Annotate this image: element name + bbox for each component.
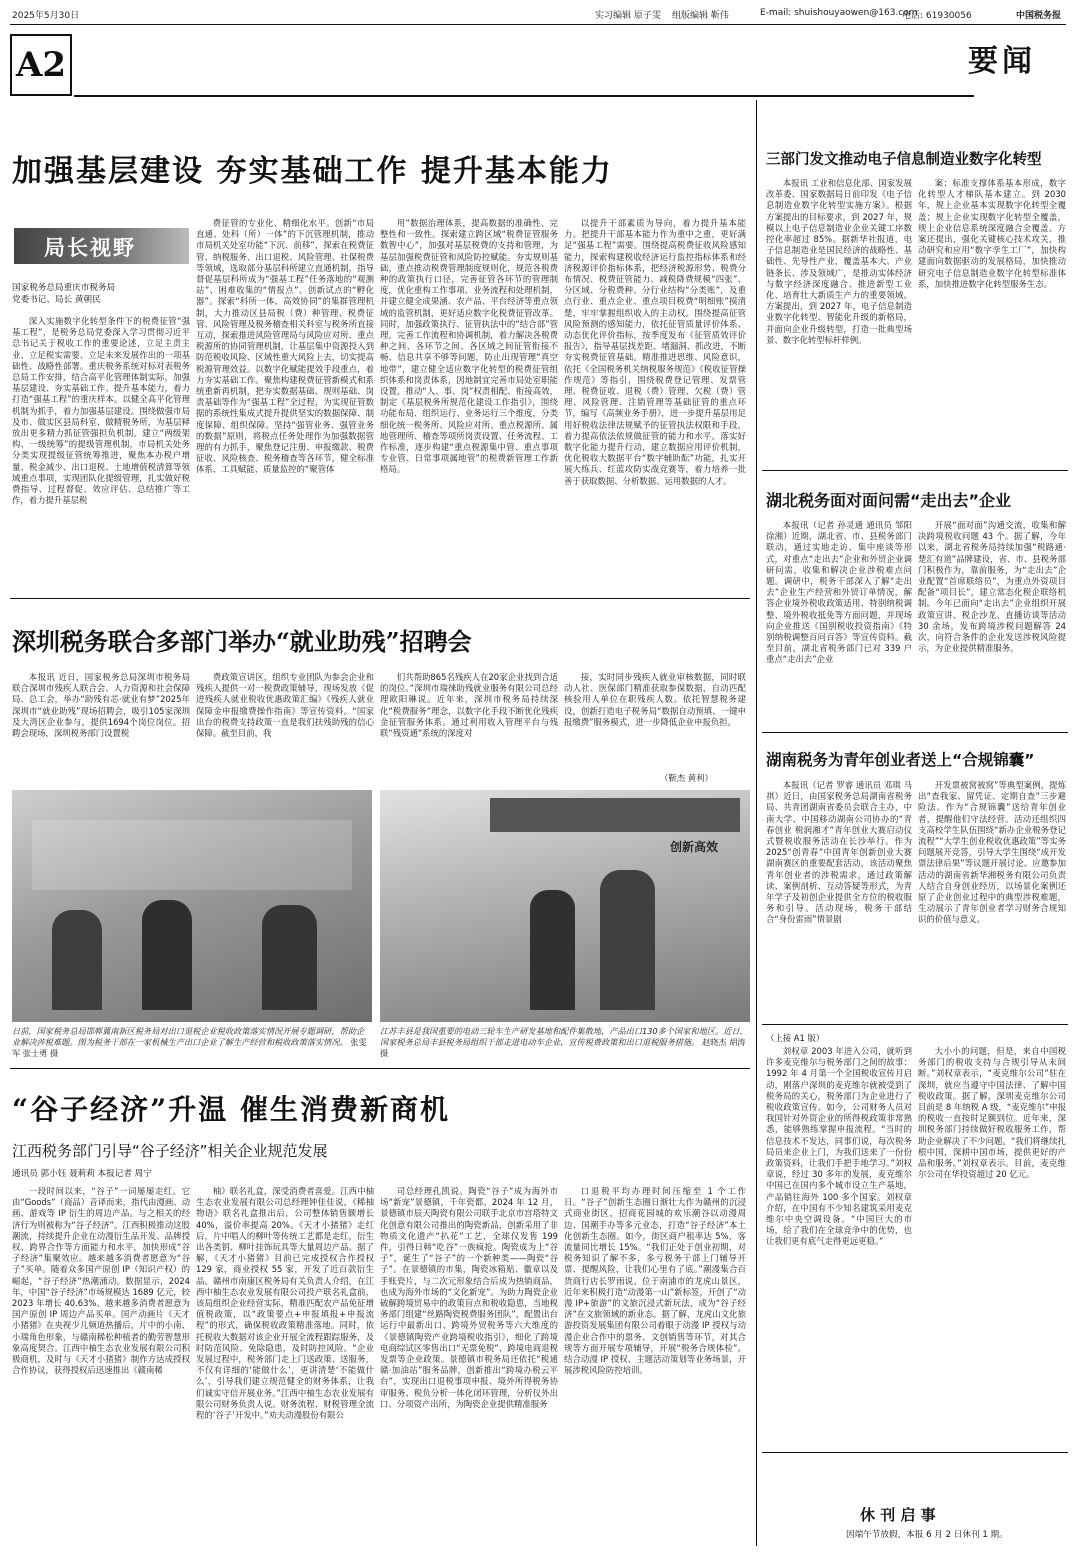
photo2-credit: 赵晓杰 胡涛 摄 bbox=[380, 1037, 746, 1058]
side3-col1: 本报讯（记者 罗睿 通讯员 邓琪 马祺）近日，由国家税务总局湖南省税务局、共青团湖南省委员会联合主办，中南大学、中国移动湖南公司协办的“青春创业 税润湘才”青年创业大赛启动仪式暨税收服务活动在长沙举行。作为 2025“创青春”中国青年创新创业大赛湖南赛区的重要配套活动，该活动聚焦青年创业者的涉税需求，通过政策解读、案例剖析、互动答疑等形式，为青年学子及初创企业提供全方位的税收服务和引导。活动现场，税务干部结合“身份雷雨”情景剧 bbox=[766, 780, 912, 925]
article3-col1: 一段时间以来，“谷子”一词屡屡走红。它由“Goods”（商品）音译而来，指代由漫画、动画、游戏等 IP 衍生的周边产品。与之相关的经济行为则被称为“谷子经济”。江西积极推动这股潮流，持续提升企业在动漫衍生品开发、品牌授权、跨界合作等方面能力和水平，加快形成“谷子经济”集聚效应。越来越多消费者愿意为“谷子”买单。随着众多国产原创 IP（知识产权）的崛起，“谷子经济”热潮涌动。数据显示，2024 年，中国“谷子经济”市场规模达 1689 亿元，较 2023 年增长 40.63%。越来越多消费者愿意为国产原创 IP 周边产品买单。国产动画片《天才小猪猪》在央视少儿频道热播后，片中的小南、小瑞角色形象，与赣南稀松种植者的勤劳智慧形象高度契合。江西中柚生态农业发展有限公司积极商机，及时与《天才小猪猪》制作方达成授权合作协议，获得授权后迅速推出《赣南稀 bbox=[12, 1186, 190, 1376]
divider-2 bbox=[10, 1068, 750, 1069]
side1-title: 三部门发文推动电子信息制造业数字化转型 bbox=[766, 152, 1042, 168]
article1-author bbox=[12, 282, 190, 306]
editor-credit: 实习编辑 原子雯 bbox=[595, 11, 661, 21]
photo-ev-factory bbox=[380, 790, 750, 1022]
article1-col4: 以提升干部素质为导向，着力提升基本能力。把提升干部基本能力作为重中之重，更好满足“强基工程”需要。围绕提高税费征收风险感知能力，探索构建税收经济运行监控指标体系和经济税源评价指标体系，把经济税源形势、税费分布情况、税费征管能力、减税降费规模“四张”、分区域、分税费种、分行业结构“分类账”，及重点行业、重点企业、重点项目税费“明细账”摸清楚，牢牢掌握组织收入的主动权。围绕提高征管风险预测的感知能力，依托征管质量评价体系、动态优化评价指标，按季度发布《征管质效评价报告》，指导基层找差距、堵漏洞、抓改进，不断夯实税费征管基础。精准推进思维、风险意识，依托《全国税务机关纳税服务规范》《税收征管操作规范》等指引，围绕税费登记管理、发票管理、税费征收、退税（费）管理、欠税（费）管理、风险管理、注销管理等基础征管的重点环节，编写《高频业务手册》，进一步提升基层用足用好税收法律法规赋予的征管执法权限和手段，着力提高依法依规做征管的能力和水平。落实好数字化能力提升行动，建立数据应用评价机制，优化税收大数据平台“数字辅助酝”功能，扎实开展大练兵、红蓝攻防实战竞赛等，着力培养一批善于获取数据、分析数据、运用数据的人才。 bbox=[564, 218, 746, 486]
divider-side1 bbox=[762, 470, 1068, 471]
divider-side2 bbox=[762, 732, 1068, 733]
notice-title: 休 刊 启 事 bbox=[860, 1506, 936, 1524]
article3-col3: 司总经理孔凯说。陶瓷“谷子”成为海外市场“新宠”景德镇，千年瓷都。2024 年 12 月，景德镇市辰天陶瓷有限公司联手北京市宫塔特文化创意有限公司推出的陶瓷新品，创新采用了非物质文化遗产“扒花”工艺，全球仅发售 199 件，引得日韩“吃谷”一族疯抢。陶瓷成为上“谷子”，诞生了“谷子”的一个新种类——陶瓷“谷子”。在景德镇的市集，陶瓷冰箱贴、徽章以及手账瓷片，与二次元形象结合后成为热销商品，也成为海外市场的“文化新宠”。为助力陶瓷企业破解跨境贸易中的政策盲点和税收隐患，当地税务部门组建“丝路陶瓷税费服务团队”，配置出台运行中最新出口、跨境外贸税务等六大维度的《景德镇陶瓷产业跨境税收指引》，细化了跨境电商综试区零售出口“无票免税”、跨境电商退税发票等企业政策。景德镇市税务局还依托“税通赣·加油站”服务品牌，创新推出“跨境办税云平台”，实现出口退税事项申报、境外所得税务协审服务、税负分析一体化闭环管理，分析仪外出口、分项资产出所，为陶瓷企业提供精准服务 bbox=[380, 1186, 558, 1409]
divider-1 bbox=[10, 598, 750, 599]
page-number-box bbox=[10, 34, 72, 96]
contact-email[interactable]: E-mail: shuishouyaowen@163.com bbox=[760, 8, 918, 18]
article3-col4: 口退税平均办理时间压缩至 1 个工作日。“谷子”创新生态圈日渐壮大作为赣州的沉浸式商业街区，招商花园城的欢乐潮谷以动漫周边、国潮手办等多元业态，打造“谷子经济”本土化创新生态圈。如今，街区商户租率达 5%，客流量同比增长 15%。“我们正处于创业初期，对税务知识了解不多，多亏税务干部上门辅导开票、提醒风险，让我们心里有了底。”潮漫集合百货商行店长罗雨说。位于南浦市的龙虎山景区，近年来积极打造“动漫第一山”新标签，开创了“动漫 IP+旅游”的文旅沉浸式新玩法，成为“谷子经济”在文旅领域的新业态。据了解，龙虎山文化旅游投资发展集团有限公司着眼于动漫 IP 授权与动漫企业合作中的票务、文创销售等环节，对其合规等方面开展专项辅导，开展“税务合规体检”。结合动漫 IP 授权、主题活动策划等业务场景，开展涉税风险防控培训。 bbox=[564, 1186, 746, 1376]
article2-col3: 们共帮助865名残疾人在20家企业找到合适的岗位。”深圳市瑞徕助残就业服务有限公司总经理欧阳琳说。近年来，深圳市税务局持续深化“税费服务”理念，以数字化手段不断优化残疾金征管服务体系。通过利用收入管理平台与残联“残资通”系统的深度对 bbox=[380, 672, 558, 739]
photo1-caption: 日前，国家税务总局邯郸冀南新区税务局对出口退税企业税收政策落实情况开展专题调研，帮助企业解决涉税难题。图为税务干部在一家机械生产出口企业了解生产经营和税收政策落实情况。 张雯军 张士勇 摄 bbox=[12, 1026, 367, 1058]
article2-sign: （靳杰 黄利） bbox=[660, 773, 713, 783]
column-banner bbox=[14, 228, 189, 264]
side2-col1: 本报讯（记者 孙灵通 通讯员 邹阳 徐湘）近期，湖北省、市、县税务部门联动，通过实地走访、集中座谈等形式，对重点“走出去”企业和外贸企业调研问需，收集和解决企业涉税难点问题。调研中，税务干部深入了解“走出去”企业生产经营和外贸订单情况，解答企业境外税收政策适用、特别纳税调整、境外税收抵免等方面问题，并现场向企业推送《国别税收投资指南》《特别纳税调整百问百答》等宣传资料。截至目前，湖北省税务部门已对 339 户重点“走出去”企业 bbox=[766, 520, 912, 665]
side4-col2: 大小小的问题，但是，来自中国税务部门的税收支持与合规引导从未间断。”刘权章表示，“麦克维尔公司”驻在深圳，就应当遵守中国法律、了解中国税收政策。据了解，深圳麦克维尔公司目前是 8 年纳税 A 级，“麦克维尔”申报的税收一直按时足额到位。近年来，深圳税务部门持续做好税收服务工作，帮助企业解决了不少问题。“我们将继续扎根中国，深耕中国市场，提供更好的产品和服务。”刘权章表示。目前，麦克维尔公司在华投资超过 20 亿元。 bbox=[918, 1046, 1066, 1180]
article3-subtitle: 江西税务部门引导“谷子经济”相关企业规范发展 bbox=[12, 1142, 328, 1160]
photo2-caption: 江苏丰县是我国重要的电动三轮车生产研发基地和配件集散地，产品出口130多个国家和地区。近日，国家税务总局丰县税务局组织干部走进电动车企业，宣传税费政策和出口退税服务措施。 赵晓杰 胡涛 摄 bbox=[380, 1026, 748, 1058]
article2-title: 深圳税务联合多部门举办“就业助残”招聘会 bbox=[12, 627, 472, 656]
divider-side4 bbox=[762, 1452, 1068, 1453]
article1-col3: 用”数据治理体系，提高数据的准确性、完整性和一致性。探索建立跨区域“税费征管服务数智中心”，加强对基层税费的支持和管理，为基层加强税费征管和风险防控赋能。夯实规则基础，重点推动税费管理制度规则化，规范各税费种的政策执行口径，完善征管各环节的管理制度，优化重构工作事项、业务流程和处理机制，并建立健全成果涵、农产品、平台经济等重点领域的监管机制，更好适应数字化税费征管改革。同时，加强政策执行、征管执法中的“结合部”管理，完善工作流程和协调机制，着力解决各税费种之间、各环节之间、各区域之间征管衔接不畅、信息共享不够等问题，防止出现管理“真空地带”，建立健全适应数字化转型的税费征管组织体系和岗责体系，因地制宜完善市局处室职能设置，推动“人、事、岗”权责相配、衔接高效，制定《基层税务所规范化建设工作指引》，围绕功能布局、组织运行、业务运行三个维度，分类细化统一税务所、风险应对所、重点税源所、属地管理所、稽查等项所岗责设置、任务流程、工作标准，逐步构建“重点税源集中管、重点事项专业管、日常事项属地管”的税费新管理工作新格局。 bbox=[380, 218, 558, 475]
typesetter-credit: 组版编辑 靳伟 bbox=[672, 11, 729, 21]
article1-col1: 深入实施数字化转型条件下的税费征管“强基工程”，是税务总局党委深入学习贯彻习近平总书记关于税收工作的重要论述，立足主责主业、立足税实需要、立足未来发展作出的一项基础性、战略性部署。重庆税务系统对标对表税务总局工作安排，结合高平化管理体制实际，加强基层建设、夯实基础工作、提升基本能力，着力打造“强基工程”的重庆样本。以健全高平化管理机制为抓手，着力加强基层建设。围绕做强市局及市、做实区县局科室、做精税务所，为基层释放出更多精力抓征管强担负机制。建立“两级架构、一级统筹”的提级管理机制，市局机关处务分类实现提级征管统筹推进，聚焦本办税户增量、税金减少、出口退税、土地增值税清算等领域重点事项，实现团队化提级管理，扎实做好税费指导、过程督促、效应评估、总结推广等工作，着力提升基层税 bbox=[12, 316, 190, 506]
side3-col2: 开发票被窝被窝”等典型案例，提炼出“查我家、留凭证、定期自查”三步避险法。作为“合规锦囊”送给青年创业者，提醒他们守法经营。活动还组织四支高校学生队伍围绕“新办企业税务登记流程”“大学生创业税收优惠政策”等实务问题展开竞答，引导大学生围绕“成开发票法律后果”等议题开展讨论。应邀参加活动的湖南省新华湘税务有限公司负责人结合自身创业经历，以场景化案例还原了企业创业过程中的典型涉税难题，生动展示了青年创业者学习财务合规知识的价值与意义。 bbox=[918, 780, 1066, 925]
person-silhouette bbox=[600, 870, 655, 1010]
article1-col2: 费征管的专业化、精细化水平。创新“市局直通、处科（所）一体”的下沉管理机制，推动市局机关处室功能“下沉、前移”，探索在税费征管、纳税服务、出口退税、风险管理、社保税费等领域，选取部分基层科所建立直通机制，指导督促基层科所成为“强基工程”任务落地的“观测站”、困难收集的“情报点”、创新试点的“孵化器”。探索“科所一体、高效协同”的集群管理机制，大力推动区县局税（费）种管理、税费征管、风险管理及税务稽查相关科室与税务所直接互动，探索推进风险管理局与风险应对所、重点税源所的协同管理机制，让基层集中资源投入到防范税收风险、区域性重大风险上去，切实提高税源管理效益。以数字化赋能提效手段重点，着力夯实基础工作。聚焦构建税费征管新模式和系统重新再机制，把夯实数据基础、规则基础、岗责基础等作为“强基工程”全过程，为实现征管数据的系统性集成式提升提供坚实的数据保障、制度保障、组织保障。坚持“强管业务、强管业务的数据”原则，将税点任务处理作为加强数据管理的有力抓手，聚焦登记注册、申报缴款、税费征收、风险核查、税务稽查等各环节，健全标准体系、工具赋能、质量监控的“聚管体 bbox=[196, 218, 374, 475]
notice-text: 因端午节放假，本报 6 月 2 日休刊 1 期。 bbox=[846, 1530, 1008, 1540]
contact-phone: 电话: 61930056 bbox=[902, 11, 972, 21]
masthead-rule bbox=[74, 95, 974, 97]
article1-title: 加强基层建设 夯实基础工作 提升基本能力 bbox=[12, 154, 613, 189]
person-silhouette bbox=[52, 910, 102, 1010]
person-silhouette bbox=[262, 905, 317, 1010]
photo-tax-visit bbox=[12, 790, 372, 1022]
paper-name: 中国税务报 bbox=[1016, 11, 1062, 21]
author-name: 党委书记、局长 黄朝民 bbox=[12, 295, 101, 305]
person-silhouette bbox=[142, 900, 192, 1010]
column-name: 局长视野 bbox=[44, 235, 136, 260]
section-title: 要闻 bbox=[968, 44, 1036, 79]
side3-title: 湖南税务为青年创业者送上“合规锦囊” bbox=[766, 751, 1035, 769]
sidebar-divider bbox=[756, 100, 757, 1546]
side1-col1: 本报讯 工业和信息化部、国家发展改革委、国家数据局日前印发《电子信息制造业数字化转型实施方案》。根据方案提出的目标要求，到 2027 年，规模以上电子信息制造业企业关键工序数控化率超过 85%。据新华社报道，电子信息制造业是国民经济的战略性、基础性、先导性产业，覆盖基本大、产业链条长、涉及领域广，是推动实体经济与数字经济深度融合、推进新型工业化、培育壮大新质生产力的重要领域。方案提出，到 2027 年，电子信息制造业数字化转型、智能化升级的新格局，并面向企业升级转型，打造一批典型场景、数字化转型标杆样例。 bbox=[766, 178, 912, 345]
side2-title: 湖北税务面对面问需“走出去”企业 bbox=[766, 491, 1012, 510]
header-rule bbox=[10, 24, 1066, 25]
article3-title: “谷子经济”升温 催生消费新商机 bbox=[12, 1093, 450, 1126]
side2-col2: 开展“面对面”沟通交流，收集和解决跨境税收问题 43 个。据了解，今年以来，湖北省税务局持续加强“税路通·楚汇有道”品牌建设，省、市、县税务部门积极作为，靠前服务，为“走出去”企业配置“首席联络员”，为重点外资项目配备“项目长”，建立常态化税企联络机制。今年已面向“走出去”企业组织开展政策宣讲、税企沙龙、直播访谈等活动 30 余场，发布跨境涉税问题解答 24 次，向符合条件的企业发送涉税风险提示，为企业提供精准服务。 bbox=[918, 520, 1066, 654]
person-silhouette bbox=[530, 890, 575, 1010]
booth-sign-text: 创新高效 bbox=[670, 840, 719, 854]
side4-col1: 刘权章 2003 年进入公司，就听到许多麦克维尔与税务部门之间的故事：1992 年 4 月第一个全国税收宣传月启动，刚落户深圳的麦克维尔就被受到了税务局的关心，税务部门为企业进行了税收政策宣传。如今，公司财务人员对我国针对外资企业的所得税政策非常熟悉，能够熟练掌握申报流程。“当时的信息技术不发达，同事们说，每次税务局员来企业上门，为我们送来了一份份政策资料，让我们手把手地学习。”刘权章说，经过 30 多年的发展，麦克维尔中国已在国内多个城市设立生产基地，产品销往海外 100 多个国家。刘权章介绍，在中国有不少知名建筑采用麦克维尔中央空调设备。“中国巨大的市场，给了我们在全球竞争中的优势，也让我们更有底气走得更远更稳。” bbox=[766, 1046, 912, 1247]
continued-note: （上接 A1 版） bbox=[766, 1033, 825, 1043]
issue-date: 2025年5月30日 bbox=[12, 11, 80, 21]
page-number: A2 bbox=[15, 45, 67, 85]
article2-col2: 费政策宣讲区，组织专业团队为参会企业和残疾人提供一对一税费政策辅导，现场发放《促进残疾人就业税收优惠政策汇编》《残疾人就业保障金申报缴费操作指南》等宣传资料。“国家出台的税费支持政策一直是我们扶残助残的信心保障。截至目前，我 bbox=[196, 672, 374, 739]
side1-col2: 案；标准支撑体系基本形成，数字化转型人才梯队基本建立。到 2030 年，规上企业基本实现数字化转型全覆盖；规上企业实现数字化转型全覆盖，规上企业信息系统深度融合全覆盖。方案还提出，强化关键核心技术攻关，推动研究和应用“数字孪生工厂”，加快构建面向数据驱动的发展格局，加快推动研究电子信息制造业数字化转型标准体系，加快推进数字化转型服务生态。 bbox=[918, 178, 1066, 289]
article3-byline: 通讯员 郭小钰 聂莉莉 本报记者 周宁 bbox=[12, 1169, 152, 1179]
article3-col2: 柚》联名礼盒，深受消费者喜爱。江西中柚生态农业发展有限公司总经理钟佳佳说，《稀柚物语》联名礼盒推出后，公司整体销售额增长 40%，溢价率提高 20%。《天才小猪猪》走红后，片中唱人的柳叶等传统工艺都是走红，衍生出各类钥、柳叶挂饰玩具等大量周边产品。据了解，《天才小猪猪》目前已完成授权合作授权 129 家，商业授权 55 家，开发了近百款衍生品。赣州市南康区税务局有关负责人介绍，在江西中柚生态农业发展有限公司投产联名礼盒前，该局组织企业经营实际，精准匹配农产品免征增值税政策，以“政策要点+申报填报+申报流程”的形式，确保税收政策精准落地。同时，依托税收大数据对该企业开展全流程跟踪服务，及时防范风险、免除隐患，及时防控风险。“企业发展过程中，税务部门走上门送政策、送服务，不仅有详细的‘能做什么’，更讲清楚‘不能做什么’，引导我们建立规范健全的财务体系，让我们诚实守信开展业务。”江西中柚生态农业发展有限公司财务负责人说。财务流程、财税管理全流程的‘谷子’开发中。”劝夫动漫股份有限公 bbox=[196, 1186, 374, 1421]
article2-col1: 本报讯 近日，国家税务总局深圳市税务局联合深圳市残疾人联合会、人力资源和社会保障局、总工会，举办“助残有芯·就业有梦”2025年深圳市“就业助残”现场招聘会，吸引105家深圳及大湾区企业参与，提供1694个岗位岗位。招聘会现场，深圳税务部门设置税 bbox=[12, 672, 190, 739]
divider-side3 bbox=[762, 1024, 1068, 1025]
article2-col4: 接，实时同步残疾人就业审核数据，同时联动人社、医保部门精准获取参保数据，自动匹配核验用人单位在职残疾人数。依托智慧税务建设，创新打造电子税务局“数据自动预填、一键申报缴费”服务模式，进一步降低企业申报负担。 bbox=[564, 672, 746, 727]
author-org: 国家税务总局重庆市税务局 bbox=[12, 283, 116, 293]
factory-roof bbox=[32, 820, 352, 890]
company-sign bbox=[490, 798, 740, 832]
photo1-credit: 张雯军 张士勇 摄 bbox=[12, 1037, 367, 1058]
